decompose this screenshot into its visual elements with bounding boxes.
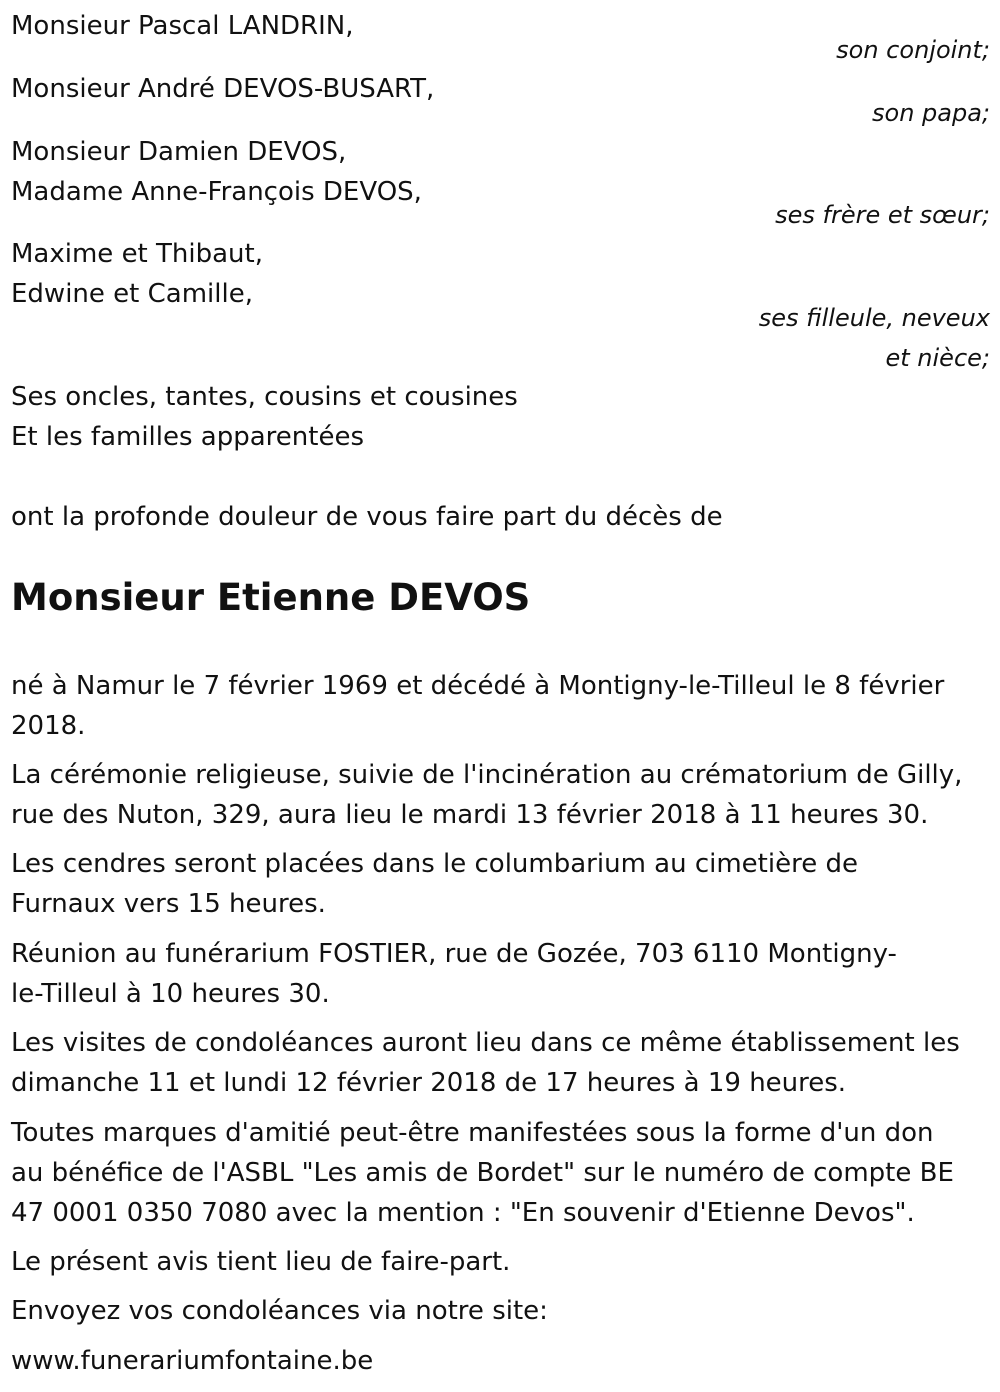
donation-line-1: Toutes marques d'amitié peut-être manifestées sous la forme d'un don — [11, 1118, 934, 1148]
relatives-line-1: Ses oncles, tantes, cousins et cousines — [11, 382, 518, 412]
donation-line-2: au bénéfice de l'ASBL "Les amis de Bordet" sur le numéro de compte BE — [11, 1158, 954, 1188]
birth-death-line-2: 2018. — [11, 711, 86, 741]
visits-line-1: Les visites de condoléances auront lieu dans ce même établissement les — [11, 1028, 960, 1058]
condolences-text: Envoyez vos condoléances via notre site: — [11, 1296, 548, 1326]
spouse-role: son conjoint; — [836, 36, 990, 64]
birth-death-line-1: né à Namur le 7 février 1969 et décédé à Montigny-le-Tilleul le 8 février — [11, 671, 945, 701]
godchildren-role-1: ses filleule, neveux — [758, 304, 990, 332]
announcement-text: ont la profonde douleur de vous faire part du décès de — [11, 502, 723, 532]
ceremony-line-1: La cérémonie religieuse, suivie de l'incinération au crématorium de Gilly, — [11, 760, 963, 790]
ashes-line-1: Les cendres seront placées dans le columbarium au cimetière de — [11, 849, 858, 879]
godchildren-line-1: Maxime et Thibaut, — [11, 239, 263, 269]
donation-line-3: 47 0001 0350 7080 avec la mention : "En souvenir d'Etienne Devos". — [11, 1198, 915, 1228]
relatives-line-2: Et les familles apparentées — [11, 422, 365, 452]
visits-line-2: dimanche 11 et lundi 12 février 2018 de 17 heures à 19 heures. — [11, 1068, 847, 1098]
notice-text: Le présent avis tient lieu de faire-part. — [11, 1247, 511, 1277]
ceremony-line-2: rue des Nuton, 329, aura lieu le mardi 13 février 2018 à 11 heures 30. — [11, 800, 929, 830]
ashes-line-2: Furnaux vers 15 heures. — [11, 889, 326, 919]
godchildren-role-2: et nièce; — [885, 344, 990, 372]
father-name: Monsieur André DEVOS-BUSART, — [11, 74, 435, 104]
spouse-name: Monsieur Pascal LANDRIN, — [11, 11, 354, 41]
siblings-role: ses frère et sœur; — [775, 201, 990, 229]
website-link[interactable]: www.funerariumfontaine.be — [11, 1346, 374, 1376]
meeting-line-1: Réunion au funérarium FOSTIER, rue de Gozée, 703 6110 Montigny- — [11, 939, 897, 969]
godchildren-line-2: Edwine et Camille, — [11, 279, 253, 309]
meeting-line-2: le-Tilleul à 10 heures 30. — [11, 979, 330, 1009]
deceased-name: Monsieur Etienne DEVOS — [11, 576, 531, 619]
father-role: son papa; — [872, 99, 990, 127]
sibling-sister: Madame Anne-François DEVOS, — [11, 177, 422, 207]
sibling-brother: Monsieur Damien DEVOS, — [11, 137, 347, 167]
